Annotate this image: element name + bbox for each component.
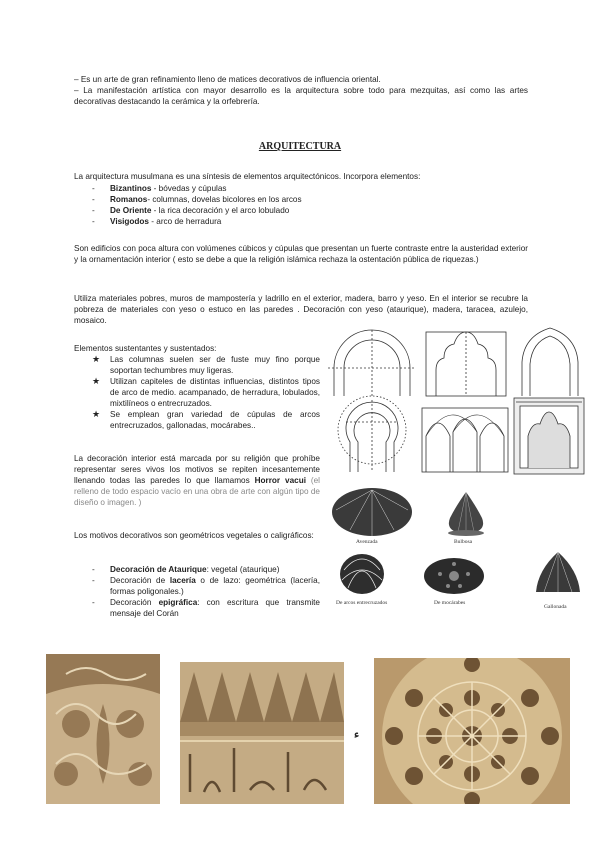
dome-bulbosa: [448, 492, 484, 536]
list-item: - Decoración de lacería o de lazo: geométrica (lacería, formas poligonales.): [92, 576, 321, 596]
para-decoration: La decoración interior está marcada por su religión que prohíbe representar seres vivos los motivos se repiten incesantemente llenando todas las paredes lo que llamamos Horror vacui (el relleno de todo espacio vacío en una obra de arte con algún tipo de diseño o imagen. ): [74, 454, 320, 507]
list-item: - Visigodos - arco de herradura: [92, 217, 222, 226]
intro-line-2: – La manifestación artística con mayor desarrollo es la arquitectura sobre todo para mezquitas, así como las artes decorativas destacando la cerámica y la orfebrería.: [74, 86, 528, 106]
section-title: ARQUITECTURA: [258, 141, 342, 152]
synthesis-list: [92, 183, 510, 227]
round-arch-drawing: [328, 330, 416, 396]
para-buildings: Son edificios con poca altura con volúmenes cúbicos y cúpulas que presentan un fuerte contraste entre la austeridad exterior y la ornamentación interior ( esto se debe a que la religión islámica rechaza la ostentación pública de riquezas.): [74, 244, 528, 264]
intro-line-1: – Es un arte de gran refinamiento lleno de matices decorativos de influencia oriental.: [74, 75, 381, 84]
dome-gallonada: [536, 552, 580, 592]
dome-label: Bulbosa: [454, 539, 473, 545]
dome-crossed-arches: [340, 554, 384, 594]
stray-mark: ء: [354, 729, 360, 741]
dome-types: [326, 484, 588, 612]
list-item: ★ Se emplean gran variedad de cúpulas de arcos entrecruzados, gallonadas, mocárabes..: [92, 409, 320, 430]
supports-list: [92, 354, 320, 431]
laceria-photo: [374, 658, 570, 804]
motifs-list: [92, 564, 321, 619]
list-item: ★ Las columnas suelen ser de fuste muy fino porque soportan techumbres muy ligeras.: [92, 354, 320, 375]
dome-label: Gallonada: [544, 604, 567, 610]
synthesis-text: La arquitectura musulmana es una síntesis de elementos arquitectónicos. Incorpora elementos:: [74, 172, 421, 181]
arch-diagrams: [326, 326, 588, 476]
motifs-text: Los motivos decorativos son geométricos vegetales o caligráficos:: [74, 531, 314, 540]
dome-label: Avenzada: [356, 539, 378, 545]
dome-avenzada: [332, 488, 412, 536]
list-item: ★ Utilizan capiteles de distintas influencias, distintos tipos de arco de medio. acampanado, de herradura, lobulados, mixtilíneos o entrecruzados.: [92, 376, 320, 408]
horseshoe-arch-drawing: [338, 396, 406, 472]
mixtilinear-arch-drawing: [514, 398, 584, 474]
dome-mocarabes: [424, 558, 484, 594]
list-item: - Romanos- columnas, dovelas bicolores en los arcos: [92, 195, 302, 204]
supports-heading: Elementos sustentantes y sustentados:: [74, 344, 217, 353]
star-icon: ★: [92, 354, 101, 364]
epigraphic-photo: [180, 662, 344, 804]
star-icon: ★: [92, 376, 101, 386]
lobed-arch-drawing: [426, 332, 506, 396]
para-materials: Utiliza materiales pobres, muros de mampostería y ladrillo en el exterior, madera, barro y yeso. En el interior se recubre la pobreza de materiales con yeso o estuco en las paredes . Decoración con yeso (ataurique), madera, taracea, azulejo, mosaico.: [74, 294, 528, 325]
list-item: - Decoración epigráfica: con escritura que transmite mensaje del Corán: [92, 598, 320, 618]
ataurique-photo: [46, 654, 160, 804]
pointed-arch-drawing: [522, 328, 578, 396]
star-icon: ★: [92, 409, 101, 419]
list-item: - Decoración de Ataurique: vegetal (ataurique): [92, 565, 280, 574]
crossed-arches-drawing: [422, 408, 508, 472]
list-item: - De Oriente - la rica decoración y el arco lobulado: [92, 206, 290, 215]
list-item: - Bizantinos - bóvedas y cúpulas: [92, 184, 227, 193]
dome-label: De arcos entrecruzados: [336, 600, 388, 606]
dome-label: De mocárabes: [434, 600, 466, 606]
